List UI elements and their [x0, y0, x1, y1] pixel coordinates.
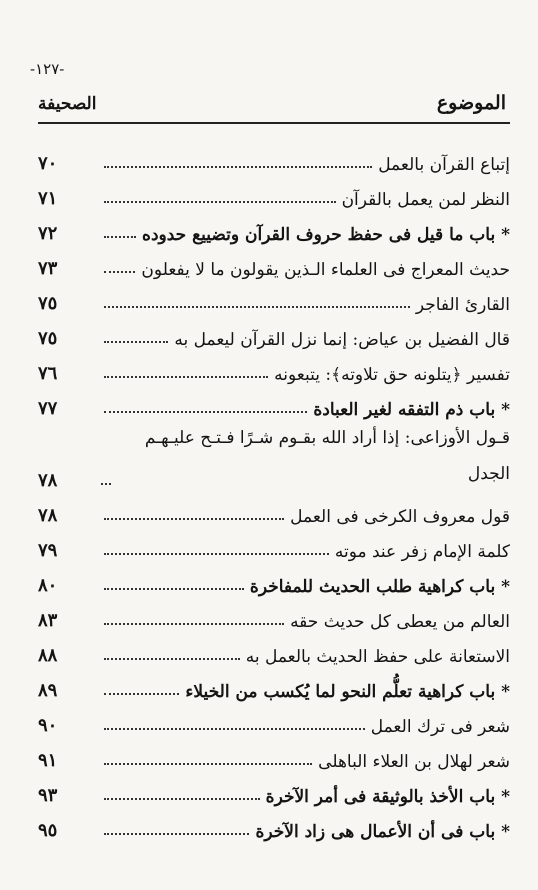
- dot-leader: [104, 798, 260, 800]
- chapter-title: * باب الأخذ بالوثيقة فى أمر الآخرة: [265, 787, 510, 808]
- entry-title: حديث المعراج فى العلماء الـذين يقولون ما لا يفعلون: [141, 260, 510, 281]
- entry-title: قـول الأوزاعى: إذا أراد الله بقـوم شـرًا فـتـح عليـهـم الجدل: [144, 428, 510, 484]
- dot-leader: [104, 693, 179, 695]
- entry-page-number: ٧٦: [38, 363, 58, 384]
- dot-leader: [104, 588, 244, 590]
- page-column-label: الصحيفة: [38, 94, 97, 114]
- toc-entry[interactable]: [38, 385, 510, 420]
- table-of-contents: [38, 140, 510, 842]
- toc-entry[interactable]: [38, 140, 510, 175]
- entry-page-number: ٧٧: [38, 398, 58, 419]
- toc-entry[interactable]: [38, 315, 510, 350]
- dot-leader: [104, 341, 168, 343]
- dot-leader: [104, 306, 410, 308]
- entry-page-number: ٧٨: [38, 470, 58, 491]
- dot-leader: [104, 166, 372, 168]
- entry-title: كلمة الإمام زفر عند موته: [334, 542, 510, 563]
- entry-page-number: ٧٥: [38, 293, 58, 314]
- toc-entry[interactable]: [38, 562, 510, 597]
- dot-leader: [104, 271, 135, 273]
- entry-page-number: ٩٣: [38, 785, 58, 806]
- toc-entry[interactable]: [38, 492, 510, 527]
- entry-title: إتباع القرآن بالعمل: [378, 155, 510, 176]
- chapter-title: * باب ذم التفقه لغير العبادة: [313, 400, 510, 421]
- dot-leader: [104, 763, 312, 765]
- entry-page-number: ٧٣: [38, 258, 58, 279]
- entry-title: تفسير ﴿يتلونه حق تلاوته﴾: يتبعونه: [274, 365, 510, 386]
- entry-page-number: ٨٨: [38, 645, 58, 666]
- entry-page-number: ٧٩: [38, 540, 58, 561]
- chapter-title: * باب ما قيل فى حفظ حروف القرآن وتضييع حدوده: [142, 225, 510, 246]
- toc-entry[interactable]: [38, 420, 510, 492]
- entry-page-number: ٧٢: [38, 223, 58, 244]
- chapter-title: * باب كراهية تعلُّم النحو لما يُكسب من الخيلاء: [185, 682, 510, 703]
- entry-page-number: ٧٨: [38, 505, 58, 526]
- dot-leader: [104, 518, 284, 520]
- page-number: -١٢٧-: [30, 60, 65, 78]
- topic-column-label: الموضوع: [436, 92, 506, 114]
- entry-page-number: ٩٥: [38, 820, 58, 841]
- dot-leader: [104, 728, 365, 730]
- toc-entry[interactable]: [38, 245, 510, 280]
- entry-title: الاستعانة على حفظ الحديث بالعمل به: [245, 647, 510, 668]
- entry-page-number: ٨٠: [38, 575, 58, 596]
- toc-entry[interactable]: [38, 632, 510, 667]
- dot-leader: [104, 201, 336, 203]
- toc-entry[interactable]: [38, 737, 510, 772]
- entry-title: العالم من يعطى كل حديث حقه: [290, 612, 510, 633]
- toc-entry[interactable]: [38, 597, 510, 632]
- dot-leader: [104, 236, 136, 238]
- toc-entry[interactable]: [38, 702, 510, 737]
- toc-entry[interactable]: [38, 527, 510, 562]
- entry-page-number: ٧٠: [38, 153, 58, 174]
- entry-title: شعر لهلال بن العلاء الباهلى: [318, 752, 510, 773]
- entry-title: قول معروف الكرخى فى العمل: [290, 507, 510, 528]
- entry-page-number: ٧١: [38, 188, 58, 209]
- dot-leader: [104, 553, 329, 555]
- toc-entry[interactable]: [38, 210, 510, 245]
- dot-leader: [104, 376, 268, 378]
- toc-entry[interactable]: [38, 667, 510, 702]
- entry-title: القارئ الفاجر: [415, 295, 510, 316]
- entry-page-number: ٨٩: [38, 680, 58, 701]
- toc-entry[interactable]: [38, 807, 510, 842]
- entry-title: النظر لمن يعمل بالقرآن: [341, 190, 510, 211]
- toc-entry[interactable]: [38, 350, 510, 385]
- dot-leader: [101, 483, 111, 485]
- entry-page-number: ٩١: [38, 750, 58, 771]
- toc-entry[interactable]: [38, 175, 510, 210]
- dot-leader: [104, 833, 249, 835]
- chapter-title: * باب كراهية طلب الحديث للمفاخرة: [249, 577, 510, 598]
- toc-header: [38, 92, 510, 124]
- toc-entry[interactable]: [38, 772, 510, 807]
- dot-leader: [104, 411, 307, 413]
- entry-page-number: ٩٠: [38, 715, 58, 736]
- entry-title: قال الفضيل بن عياض: إنما نزل القرآن ليعمل به: [174, 330, 510, 351]
- dot-leader: [104, 623, 284, 625]
- entry-page-number: ٨٣: [38, 610, 58, 631]
- entry-page-number: ٧٥: [38, 328, 58, 349]
- toc-entry[interactable]: [38, 280, 510, 315]
- entry-title: شعر فى ترك العمل: [370, 717, 510, 738]
- dot-leader: [104, 658, 240, 660]
- chapter-title: * باب فى أن الأعمال هى زاد الآخرة: [255, 822, 510, 843]
